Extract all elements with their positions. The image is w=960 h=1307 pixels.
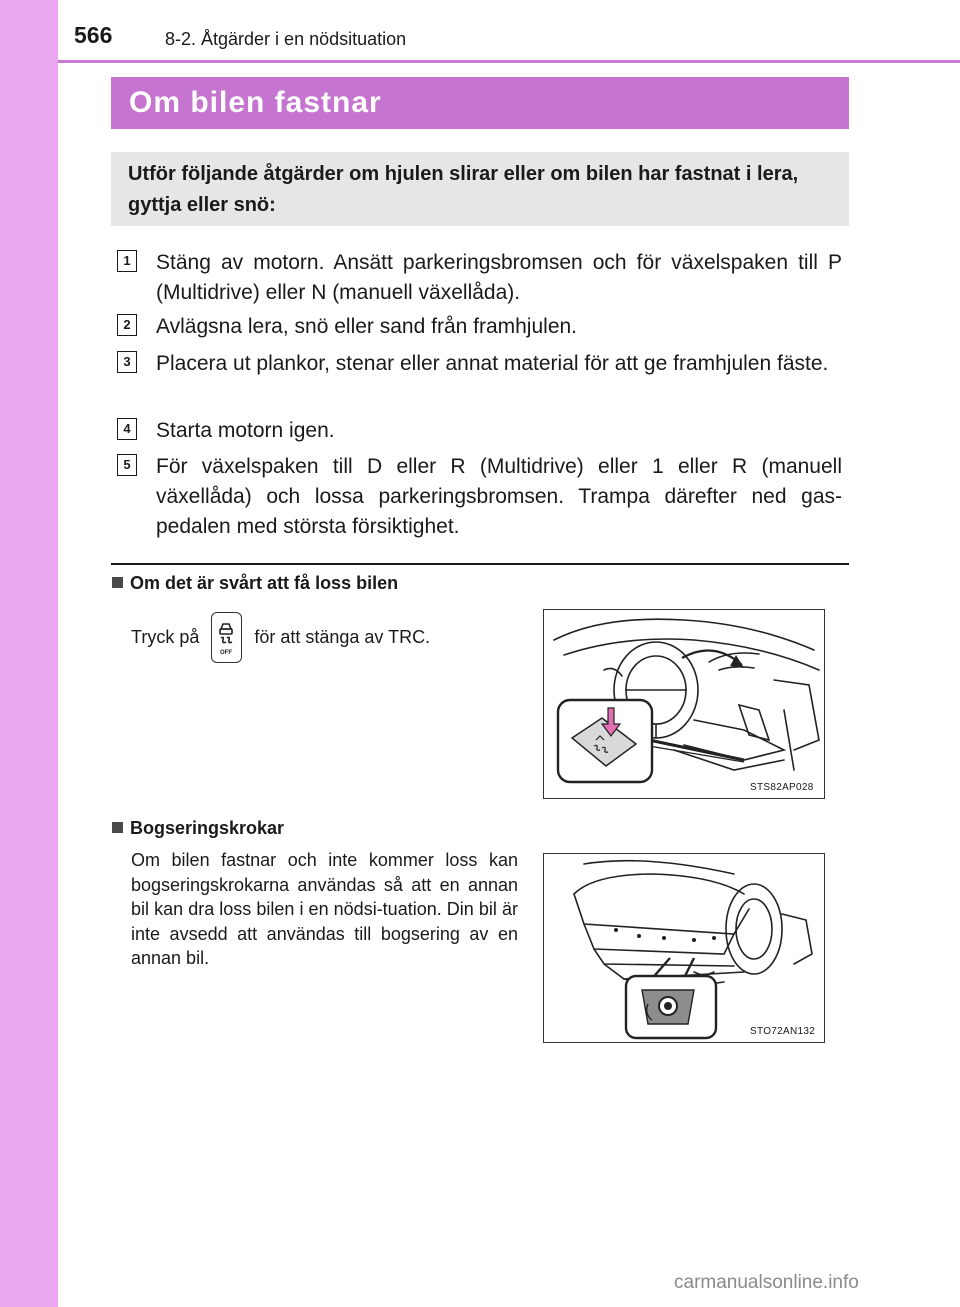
- trc-text-after: för att stänga av TRC.: [254, 627, 431, 647]
- step-text: Starta motorn igen.: [156, 419, 335, 442]
- header-rule: [58, 60, 960, 63]
- step-text: Stäng av motorn. Ansätt parkeringsbromsen och för växelspaken till P (Multidrive) eller N (manuell växellåda).: [156, 251, 842, 304]
- step-text: Avlägsna lera, snö eller sand från framhjulen.: [156, 315, 578, 338]
- hooks-text: Om bilen fastnar och inte kommer loss kan bogseringskrokarna användas så att en annan bil kan dra loss bilen i en nödsi-tuation. Din bil är inte avsedd att användas till bogsering av en annan bil.: [131, 850, 518, 968]
- square-bullet-icon: [112, 822, 123, 833]
- watermark: carmanualsonline.info: [674, 1272, 859, 1293]
- dashboard-figure: [543, 609, 825, 799]
- tow-hook-illustration: [544, 854, 824, 1042]
- intro-box: [111, 152, 849, 226]
- subheading-stuck: [112, 573, 398, 594]
- trc-instruction: [131, 610, 430, 665]
- figure-code: STS82AP028: [750, 782, 814, 793]
- step-number-badge: 1: [117, 250, 137, 272]
- subheading-hooks: [112, 818, 284, 839]
- trc-text-before: Tryck på: [131, 627, 200, 647]
- step-text: För växelspaken till D eller R (Multidrive) eller 1 eller R (manuell växellåda) och lossa parkeringsbromsen. Trampa därefter ned gas-pedalen med största försiktighet.: [156, 455, 842, 538]
- subheading-text: Bogseringskrokar: [130, 818, 285, 838]
- section-label: 8-2. Åtgärder i en nödsituation: [165, 29, 407, 49]
- side-band: [0, 0, 58, 1307]
- step-number-badge: 3: [117, 351, 137, 373]
- intro-text: Utför följande åtgärder om hjulen slirar eller om bilen har fastnat i lera, gyttja eller snö:: [128, 163, 799, 216]
- title-bar: [111, 77, 849, 129]
- step-number-badge: 2: [117, 314, 137, 336]
- square-bullet-icon: [112, 577, 123, 588]
- subheading-text: Om det är svårt att få loss bilen: [130, 573, 399, 593]
- section-divider: [111, 563, 849, 565]
- tow-hook-figure: [543, 853, 825, 1043]
- step-number-badge: 5: [117, 454, 137, 476]
- page-title: Om bilen fastnar: [129, 86, 382, 119]
- step-number-badge: 4: [117, 418, 137, 440]
- figure-code: STO72AN132: [750, 1026, 816, 1037]
- dashboard-illustration: [544, 610, 824, 798]
- step-text: Placera ut plankor, stenar eller annat material för att ge framhjulen fäste.: [156, 352, 829, 375]
- trc-button-label: OFF: [220, 650, 233, 656]
- trc-off-button-icon: [211, 612, 242, 663]
- page-number: 566: [74, 22, 113, 48]
